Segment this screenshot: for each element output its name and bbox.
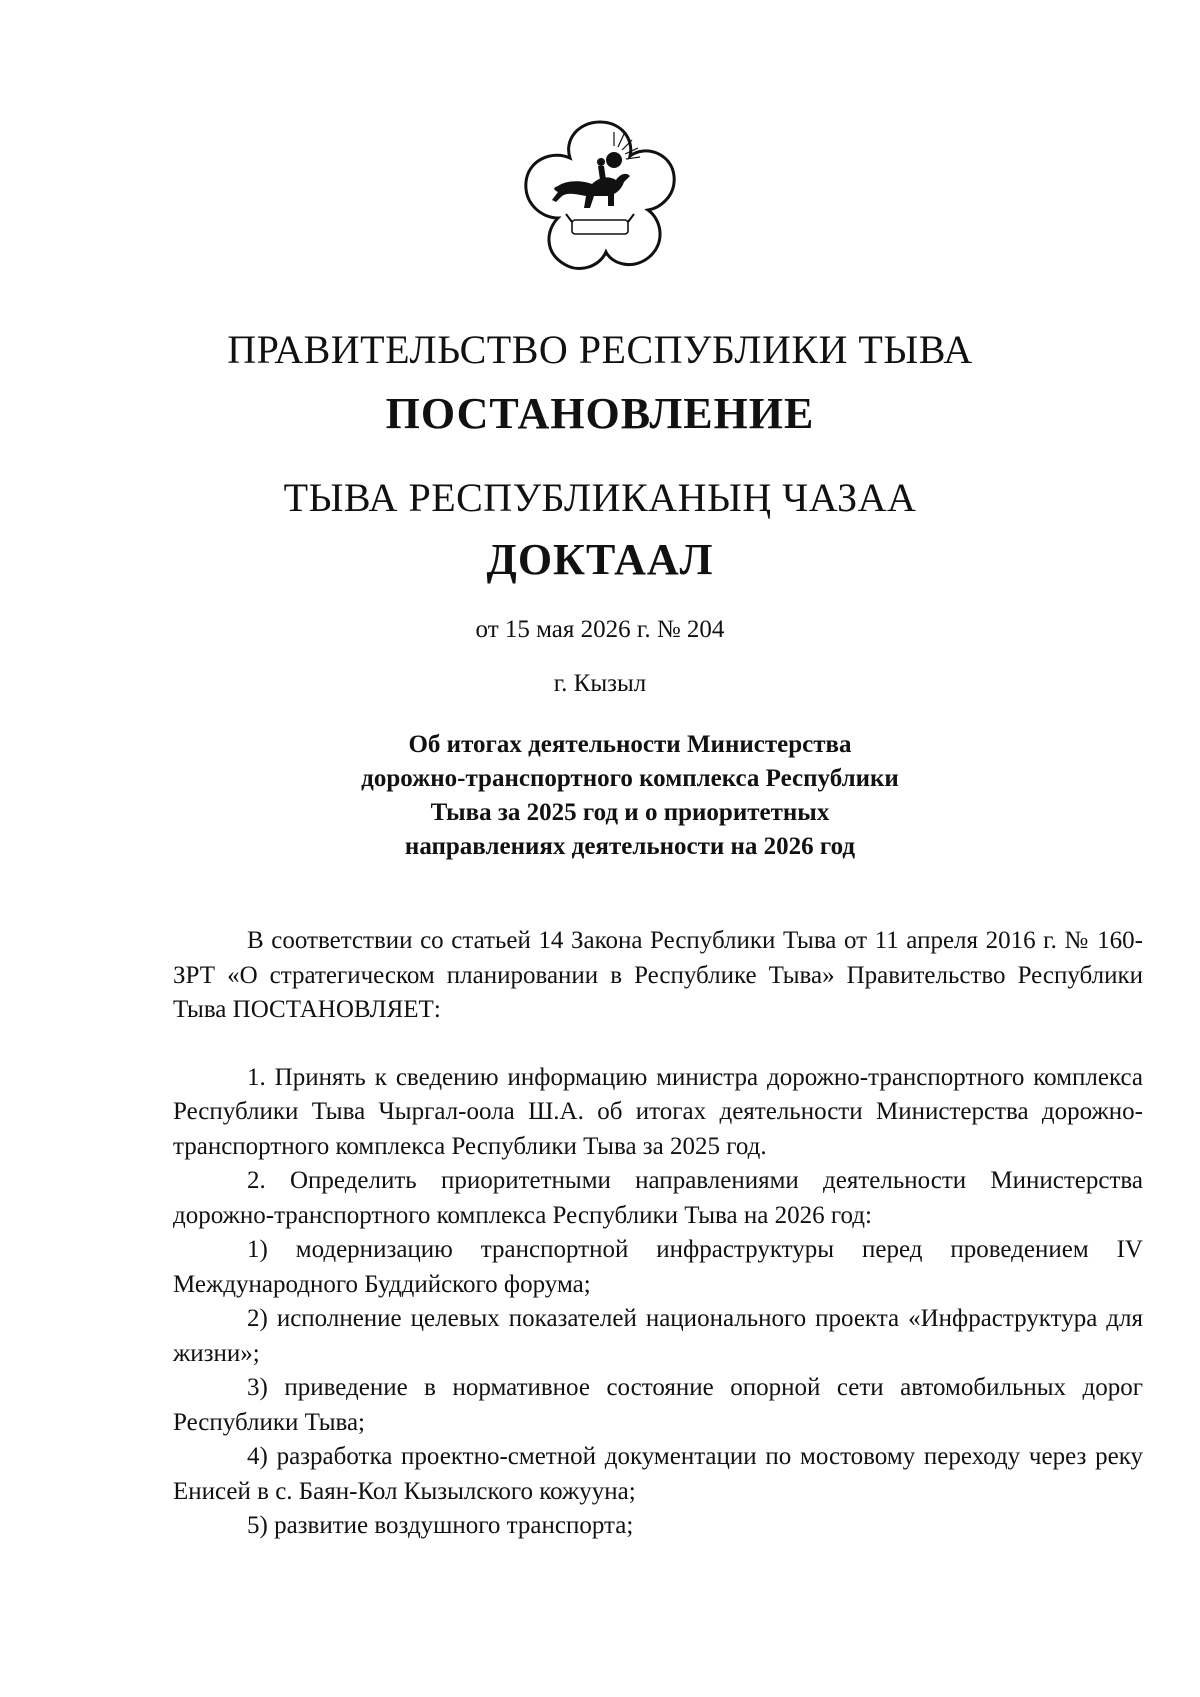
government-name-tyv: ТЫВА РЕСПУБЛИКАНЫҢ ЧАЗАА <box>283 475 917 520</box>
document-body <box>173 924 1143 1544</box>
subject-line: Об итогах деятельности Министерства <box>408 731 852 758</box>
city: г. Кызыл <box>553 670 647 697</box>
priority-item-2: 2) исполнение целевых показателей национального проекта «Инфраструктура для жизни»; <box>173 1305 1143 1367</box>
document-subject <box>300 728 960 864</box>
priority-item-4: 4) разработка проектно-сметной документации по мостовому переходу через реку Енисей в с. Баян-Кол Кызылского кожууна; <box>173 1443 1143 1505</box>
priority-item-3: 3) приведение в нормативное состояние опорной сети автомобильных дорог Республики Тыва; <box>173 1374 1143 1436</box>
priority-item-5: 5) развитие воздушного транспорта; <box>247 1512 634 1539</box>
paragraph-1: 1. Принять к сведению информацию министра дорожно-транспортного комплекса Республики Тыва Чыргал-оола Ш.А. об итогах деятельности Министерства дорожно-транспортного комплекса Республики Тыва за 2025 год. <box>173 1063 1143 1160</box>
document-type-tyv: ДОКТААЛ <box>486 535 714 584</box>
paragraph-2: 2. Определить приоритетными направлениями деятельности Министерства дорожно-транспортного комплекса Республики Тыва на 2026 год: <box>173 1167 1143 1229</box>
document-type-ru: ПОСТАНОВЛЕНИЕ <box>385 389 815 438</box>
subject-line: направлениях деятельности на 2026 год <box>404 833 856 860</box>
subject-line: Тыва за 2025 год и о приоритетных <box>430 799 830 826</box>
date-and-number: от 15 мая 2026 г. № 204 <box>475 616 725 643</box>
priority-item-1: 1) модернизацию транспортной инфраструктуры перед проведением IV Международного Буддийского форума; <box>173 1236 1143 1298</box>
government-name-ru: ПРАВИТЕЛЬСТВО РЕСПУБЛИКИ ТЫВА <box>227 327 973 372</box>
preamble-paragraph: В соответствии со статьей 14 Закона Республики Тыва от 11 апреля 2016 г. № 160-ЗРТ «О стратегическом планировании в Республике Тыва» Правительство Республики Тыва ПОСТАНОВЛЯЕТ: <box>173 927 1143 1023</box>
tuva-coat-of-arms-icon <box>510 110 690 290</box>
subject-line: дорожно-транспортного комплекса Республики <box>361 765 899 792</box>
